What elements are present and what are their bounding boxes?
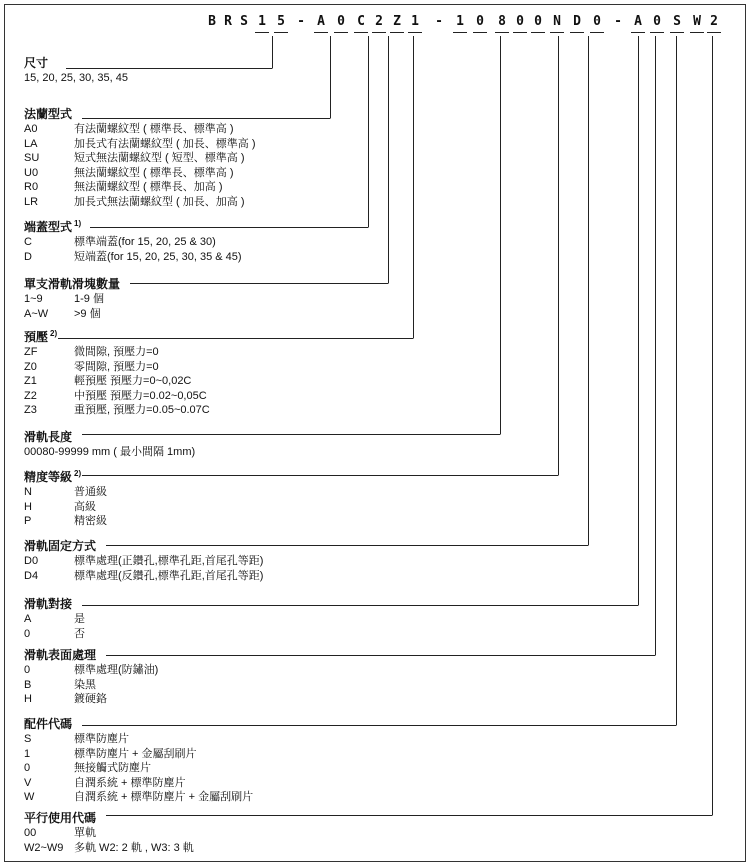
option-code: Z0 xyxy=(24,360,37,373)
option-description: 普通級 xyxy=(74,486,107,498)
code-char: 0 xyxy=(334,12,348,33)
option-row xyxy=(24,776,253,791)
option-description: 標準處理(反鑽孔,標準孔距,首尾孔等距) xyxy=(74,569,264,582)
option-code: U0 xyxy=(24,166,39,179)
option-row xyxy=(24,485,107,500)
section-title-text: 滑軌長度 xyxy=(24,430,73,444)
section-title xyxy=(24,597,85,612)
option-description: 短端蓋(for 15, 20, 25, 30, 35 & 45) xyxy=(74,250,242,263)
section-title-text: 預壓 xyxy=(24,330,49,344)
section-text: 00080-99999 mm ( 最小間隔 1mm) xyxy=(24,446,196,458)
code-char: 0 xyxy=(650,12,664,33)
option-code: 00 xyxy=(24,827,37,839)
option-row xyxy=(24,137,256,152)
option-row xyxy=(24,151,256,166)
option-description: 中預壓 預壓力=0.02~0,05C xyxy=(74,389,207,402)
code-char: A xyxy=(314,12,328,33)
option-row xyxy=(24,514,107,529)
option-row xyxy=(24,612,85,627)
section-title-text: 法蘭型式 xyxy=(24,107,73,121)
section-title-text: 平行使用代碼 xyxy=(24,811,97,825)
option-description: 零間隙, 預壓力=0 xyxy=(74,360,159,373)
option-code: 0 xyxy=(24,627,31,640)
code-char: - xyxy=(614,14,622,29)
option-description: 短式無法蘭螺紋型 ( 短型、標準高 ) xyxy=(74,152,245,165)
option-code: B xyxy=(24,678,32,691)
section-title xyxy=(24,539,263,554)
option-description: 輕預壓 預壓力=0~0,02C xyxy=(74,375,192,388)
code-char: 1 xyxy=(453,12,467,33)
option-description: 高級 xyxy=(74,500,96,513)
option-code: R0 xyxy=(24,181,39,194)
option-description: 精密級 xyxy=(74,515,107,528)
code-char: 0 xyxy=(513,12,527,33)
code-char: W xyxy=(690,12,704,33)
code-char: N xyxy=(550,12,564,33)
code-char: 0 xyxy=(531,12,545,33)
code-char: D xyxy=(570,12,584,33)
code-char: - xyxy=(435,14,443,29)
code-char: S xyxy=(240,14,248,29)
option-description: 單軌 xyxy=(74,827,96,839)
option-code: A~W xyxy=(24,307,49,320)
option-row xyxy=(24,389,210,404)
option-row xyxy=(24,374,210,389)
option-description: 染黑 xyxy=(74,678,96,691)
option-code: SU xyxy=(24,152,40,165)
option-code: A0 xyxy=(24,123,38,135)
option-description: 加長式無法蘭螺紋型 ( 加長、加高 ) xyxy=(74,195,245,208)
code-char: 8 xyxy=(495,12,509,33)
section-title-text: 單支滑軌滑塊數量 xyxy=(24,277,121,291)
option-row xyxy=(24,732,253,747)
code-char: Z xyxy=(390,12,404,33)
option-row xyxy=(24,663,158,678)
option-row xyxy=(24,307,120,322)
section xyxy=(24,430,195,460)
section-title-text: 精度等級 xyxy=(24,470,73,484)
option-row xyxy=(24,122,256,137)
option-row xyxy=(24,180,256,195)
option-description: 標準端蓋(for 15, 20, 25 & 30) xyxy=(74,236,216,248)
option-code: 0 xyxy=(24,762,31,775)
option-code: V xyxy=(24,776,32,789)
option-row xyxy=(24,554,263,569)
option-description: 無法蘭螺紋型 ( 標準長、標準高 ) xyxy=(74,166,234,179)
option-code: ZF xyxy=(24,346,38,358)
section xyxy=(24,597,85,641)
option-row xyxy=(24,292,120,307)
option-description: 否 xyxy=(74,627,85,640)
option-row xyxy=(24,747,253,762)
section-title xyxy=(24,107,256,122)
option-code: W2~W9 xyxy=(24,841,64,854)
option-row xyxy=(24,841,194,856)
option-code: N xyxy=(24,486,32,498)
section-title-text: 配件代碼 xyxy=(24,717,73,731)
option-row xyxy=(24,761,253,776)
section xyxy=(24,717,253,805)
option-description: >9 個 xyxy=(74,307,101,320)
section-title xyxy=(24,326,210,345)
section-title xyxy=(24,811,194,826)
option-row xyxy=(24,790,253,805)
code-char: - xyxy=(297,14,305,29)
footnote-marker: 2) xyxy=(74,469,82,478)
option-description: 重預壓, 預壓力=0.05~0.07C xyxy=(74,404,210,417)
option-code: A xyxy=(24,613,32,625)
section-title xyxy=(24,466,107,485)
section xyxy=(24,466,107,529)
option-description: 無法蘭螺紋型 ( 標準長、加高 ) xyxy=(74,181,223,194)
section-text: 15, 20, 25, 30, 35, 45 xyxy=(24,72,128,84)
option-description: 無接觸式防塵片 xyxy=(74,762,151,775)
option-code: D xyxy=(24,250,32,263)
code-char: A xyxy=(631,12,645,33)
option-code: S xyxy=(24,733,32,745)
section xyxy=(24,56,128,86)
option-description: 標準防塵片 xyxy=(74,733,129,745)
code-char: 1 xyxy=(255,12,269,33)
option-code: 0 xyxy=(24,664,31,676)
option-row xyxy=(24,250,242,265)
section-title-text: 滑軌固定方式 xyxy=(24,539,97,553)
code-char: R xyxy=(224,14,232,29)
option-code: D4 xyxy=(24,569,39,582)
option-code: LR xyxy=(24,195,39,208)
section-title xyxy=(24,277,120,292)
section-title xyxy=(24,717,253,732)
option-description: 是 xyxy=(74,613,85,625)
option-row xyxy=(24,235,242,250)
option-description: 有法蘭螺紋型 ( 標準長、標準高 ) xyxy=(74,123,234,135)
option-code: 1~9 xyxy=(24,293,43,305)
option-row xyxy=(24,166,256,181)
code-char: 0 xyxy=(590,12,604,33)
section xyxy=(24,648,158,707)
option-code: P xyxy=(24,515,32,528)
option-description: 標準處理(正鑽孔,標準孔距,首尾孔等距) xyxy=(74,555,264,567)
section-title xyxy=(24,56,128,71)
section-title-text: 端蓋型式 xyxy=(24,220,73,234)
option-description: 鍍硬鉻 xyxy=(74,693,107,706)
section xyxy=(24,811,194,855)
option-description: 微間隙, 預壓力=0 xyxy=(74,346,159,358)
section xyxy=(24,539,263,583)
section-title xyxy=(24,430,195,445)
option-row xyxy=(24,345,210,360)
section xyxy=(24,277,120,321)
section xyxy=(24,326,210,418)
option-row xyxy=(24,826,194,841)
option-description: 標準防塵片 + 金屬刮刷片 xyxy=(74,747,197,760)
option-row xyxy=(24,403,210,418)
code-char: 1 xyxy=(408,12,422,33)
footnote-marker: 2) xyxy=(50,329,58,338)
option-description: 1-9 個 xyxy=(74,293,104,305)
option-code: 1 xyxy=(24,747,31,760)
option-description: 自潤系統 + 標準防塵片 xyxy=(74,776,186,789)
option-description: 加長式有法蘭螺紋型 ( 加長、標準高 ) xyxy=(74,137,256,150)
option-row xyxy=(24,195,256,210)
code-char: B xyxy=(208,14,216,29)
option-code: LA xyxy=(24,137,38,150)
code-char: 2 xyxy=(372,12,386,33)
option-code: H xyxy=(24,693,32,706)
option-code: C xyxy=(24,236,32,248)
option-code: W xyxy=(24,791,35,804)
option-row xyxy=(24,569,263,584)
option-code: D0 xyxy=(24,555,39,567)
option-row xyxy=(24,500,107,515)
option-row xyxy=(24,678,158,693)
option-description: 自潤系統 + 標準防塵片 + 金屬刮刷片 xyxy=(74,791,254,804)
option-row xyxy=(24,360,210,375)
option-code: Z1 xyxy=(24,375,37,388)
section-title xyxy=(24,216,242,235)
option-code: Z2 xyxy=(24,389,37,402)
code-char: 0 xyxy=(473,12,487,33)
option-code: Z3 xyxy=(24,404,37,417)
section-title-text: 滑軌表面處理 xyxy=(24,648,97,662)
footnote-marker: 1) xyxy=(74,219,82,228)
section-title-text: 滑軌對接 xyxy=(24,597,73,611)
option-description: 標準處理(防鏽油) xyxy=(74,664,159,676)
code-char: S xyxy=(670,12,684,33)
code-char: 2 xyxy=(707,12,721,33)
option-code: H xyxy=(24,500,32,513)
section xyxy=(24,107,256,210)
option-row xyxy=(24,692,158,707)
section-title-text: 尺寸 xyxy=(24,56,49,70)
section xyxy=(24,216,242,264)
option-row xyxy=(24,627,85,642)
option-description: 多軌 W2: 2 軌 , W3: 3 軌 xyxy=(74,841,194,854)
code-char: 5 xyxy=(274,12,288,33)
code-char: C xyxy=(354,12,368,33)
section-title xyxy=(24,648,158,663)
